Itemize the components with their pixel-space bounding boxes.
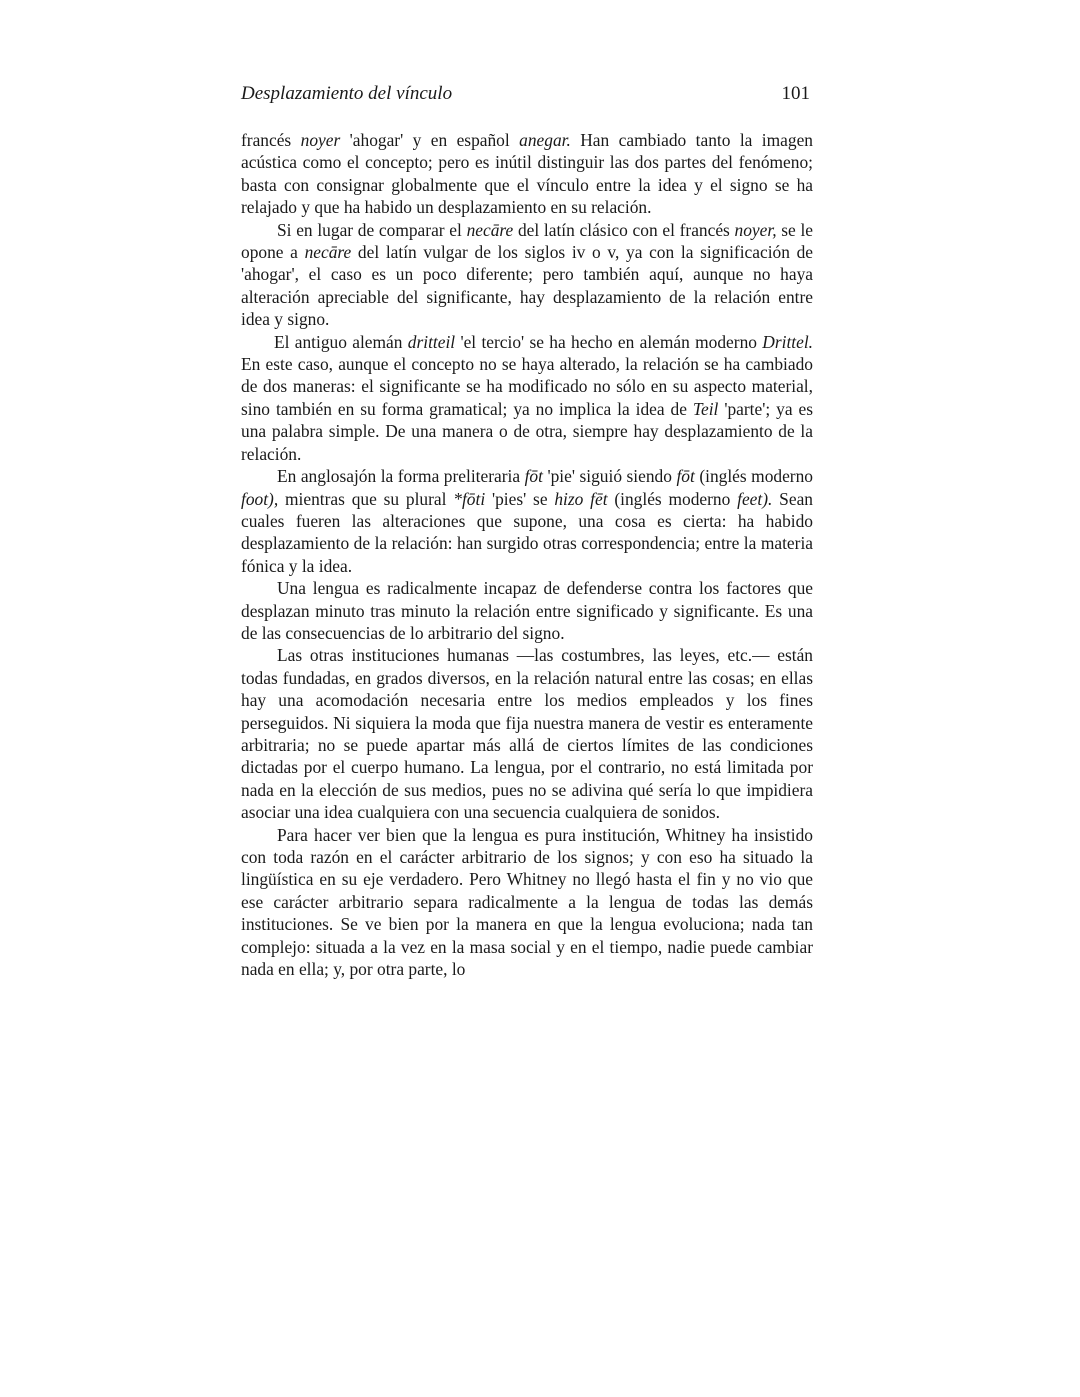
text-run: (inglés moderno — [694, 466, 813, 487]
page-header — [241, 82, 813, 108]
text-run: se le opone a — [241, 219, 814, 263]
text-run: francés — [241, 130, 301, 150]
italic-term: foot), — [241, 488, 279, 509]
italic-term: noyer — [300, 130, 341, 150]
book-page — [241, 82, 813, 980]
text-run: Para hacer ver bien que la lengua es pura institución, Whitney ha insistido con toda razón en el carácter arbitrario de los signos; y con eso ha situado la lingüística en su eje verdadero. Pero Whitney no llegó hasta el fin y no vio que ese carácter arbitrario separa radicalmente a la lengua de todas las demás instituciones. Se ve bien por la manera en que la lengua evoluciona; nada tan complejo: situada a la vez en la masa social y en el tiempo, nadie puede cambiar nada en ella; y, por otra parte, lo — [241, 824, 813, 980]
text-run: del latín vulgar de los siglos iv o v, ya con la significación de 'ahogar', el caso es un poco diferente; pero también aquí, aunque no haya alteración apreciable del significante, hay desplazamiento de la relación entre idea y signo. — [241, 242, 813, 330]
page-number: 101 — [781, 83, 810, 104]
text-run: mientras que su plural — [278, 488, 454, 509]
paragraph — [241, 331, 813, 465]
italic-term: necāre — [466, 219, 514, 240]
italic-term: necāre — [304, 242, 352, 263]
text-run: Una lengua es radicalmente incapaz de defenderse contra los factores que desplazan minuto tras minuto la relación entre significado y significante. Es una de las consecuencias de lo arbitrario del signo. — [241, 578, 813, 643]
body-text — [241, 129, 813, 980]
text-run: Han cambiado tanto la imagen acústica como el concepto; pero es inútil distinguir las dos partes del fenómeno; basta con consignar globalmente que el vínculo entre la idea y el signo se ha relajado y que ha habido un desplazamiento en su relación. — [241, 130, 813, 218]
text-run: del latín clásico con el francés — [513, 219, 735, 240]
text-run: Las otras instituciones humanas —las costumbres, las leyes, etc.— están todas fundadas, en grados diversos, en la relación natural entre las cosas; en ellas hay una acomodación necesaria entre los medios empleados y los fines perseguidos. Ni siquiera la moda que fija nuestra manera de vestir es enteramente arbitraria; no se puede apartar más allá de ciertos límites de las condiciones dictadas por el cuerpo humano. La lengua, por el contrario, no está limitada por nada en la elección de sus medios, pues no se adivina qué sería lo que impidiera asociar una idea cualquiera con una secuencia cualquiera de sonidos. — [241, 645, 813, 823]
text-run: 'parte'; ya es una palabra simple. De una manera o de otra, siempre hay desplazamiento de la relación. — [241, 398, 813, 464]
italic-term: noyer, — [734, 219, 777, 240]
paragraph — [241, 129, 813, 219]
text-run: En anglosajón la forma preliteraria — [277, 466, 525, 487]
text-run: 'pie' siguió siendo — [542, 466, 677, 487]
paragraph — [241, 465, 813, 577]
italic-term: Drittel. — [762, 331, 814, 352]
italic-term: feet). — [737, 488, 773, 509]
paragraph — [241, 824, 813, 981]
italic-term: fōt — [676, 466, 695, 487]
italic-term: fōt — [524, 466, 543, 487]
text-run: En este caso, aunque el concepto no se haya alterado, la relación se ha cambiado de dos maneras: el significante se ha modificado no sólo en su aspecto material, sino también en su forma gramatical; ya no implica la idea de — [241, 354, 813, 419]
italic-term: dritteil — [407, 331, 456, 352]
text-run: El antiguo alemán — [274, 331, 408, 352]
text-run: (inglés moderno — [607, 488, 738, 509]
text-run: Sean cuales fueren las alteraciones que supone, una cosa es cierta: ha habido desplazamiento de la relación: han surgido otras correspondencia; entre la materia fónica y la idea. — [241, 488, 813, 576]
text-run: Si en lugar de comparar el — [277, 219, 467, 240]
italic-term: hizo fēt — [554, 488, 608, 509]
text-run: 'el tercio' se ha hecho en alemán moderno — [455, 331, 763, 352]
running-title: Desplazamiento del vínculo — [241, 83, 453, 104]
text-run: 'pies' se — [485, 488, 555, 509]
italic-term: *fōti — [453, 488, 486, 509]
paragraph — [241, 644, 813, 823]
italic-term: anegar. — [519, 130, 571, 150]
paragraph — [241, 577, 813, 644]
paragraph — [241, 219, 813, 331]
text-run: 'ahogar' y en español — [340, 130, 520, 150]
italic-term: Teil — [692, 398, 719, 419]
